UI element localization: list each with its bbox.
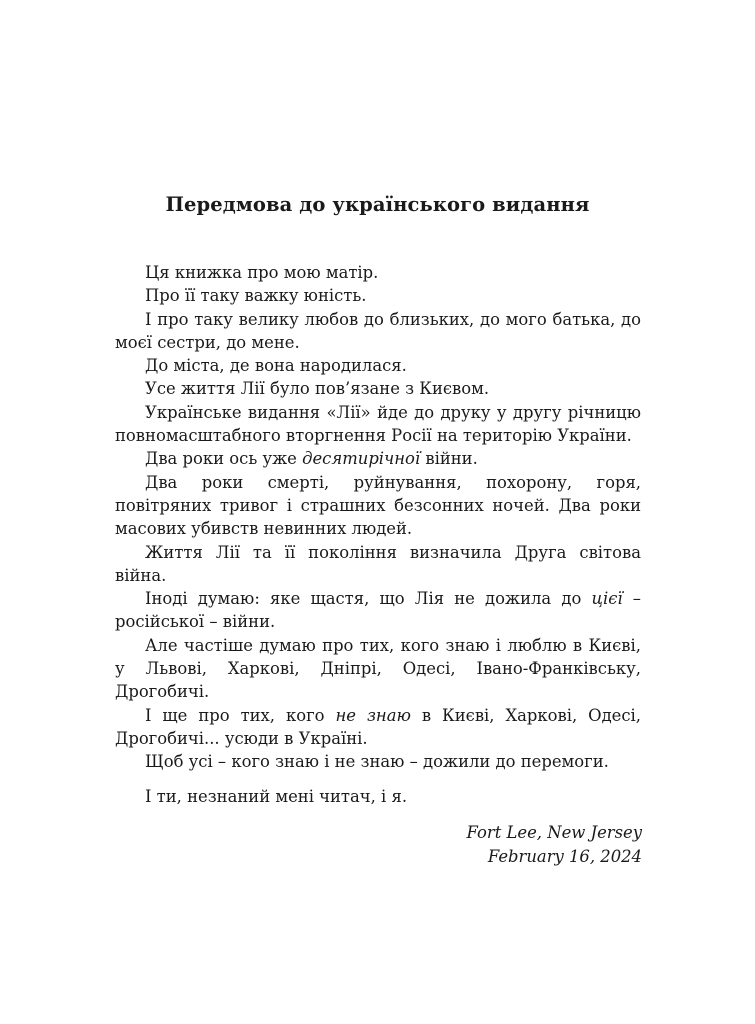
- paragraph: Ця книжка про мою матір.: [145, 263, 379, 282]
- emphasis-text: цієї: [591, 589, 623, 609]
- emphasis-text: десятирічної: [302, 449, 421, 469]
- paragraph: Усе життя Лії було пов’язане з Києвом.: [145, 379, 490, 399]
- paragraph: [115, 704, 641, 751]
- signature-block: [467, 821, 642, 869]
- paragraph: Про її таку важку юність.: [145, 286, 367, 306]
- text-run: – російської – війни.: [115, 589, 642, 632]
- text-run: Два роки ось уже: [145, 449, 303, 469]
- paragraph: Але частіше думаю про тих, кого знаю і люблю в Києві, у Львові, Харкові, Дніпрі, Одесі, Івано-Франківську, Дрогобичі.: [115, 635, 641, 702]
- paragraph: Життя Лії та її покоління визначила Друга світова війна.: [115, 542, 641, 585]
- emphasis-text: не знаю: [335, 705, 411, 725]
- paragraph: Українське видання «Лії» йде до друку у другу річницю повномасштабного вторгнення Росії на територію України.: [115, 402, 641, 446]
- signature-place: Fort Lee, New Jersey: [466, 823, 642, 842]
- text-run: І ще про тих, кого: [145, 705, 336, 725]
- text-run: в Києві, Харкові, Одесі, Дрогобичі... усюди в Україні.: [115, 705, 641, 748]
- paragraph: І ти, незнаний мені читач, і я.: [145, 786, 408, 806]
- paragraph: Два роки смерті, руйнування, похорону, горя, повітряних тривог і страшних безсонних ночей. Два роки масових убивств невинних людей.: [115, 472, 641, 539]
- paragraph: І про таку велику любов до близьких, до мого батька, до моєї сестри, до мене.: [115, 309, 641, 352]
- signature-date: February 16, 2024: [487, 847, 642, 866]
- paragraph: До міста, де вона народилася.: [145, 356, 407, 376]
- page-title: Передмова до українського видання: [165, 193, 590, 216]
- paragraph: [115, 447, 641, 470]
- text-run: Іноді думаю: яке щастя, що Лія не дожила до: [145, 589, 592, 609]
- text-run: війни.: [420, 449, 478, 469]
- paragraph: [115, 587, 641, 634]
- paragraph: Щоб усі – кого знаю і не знаю – дожили до перемоги.: [145, 752, 609, 772]
- foreword-body: [115, 261, 641, 808]
